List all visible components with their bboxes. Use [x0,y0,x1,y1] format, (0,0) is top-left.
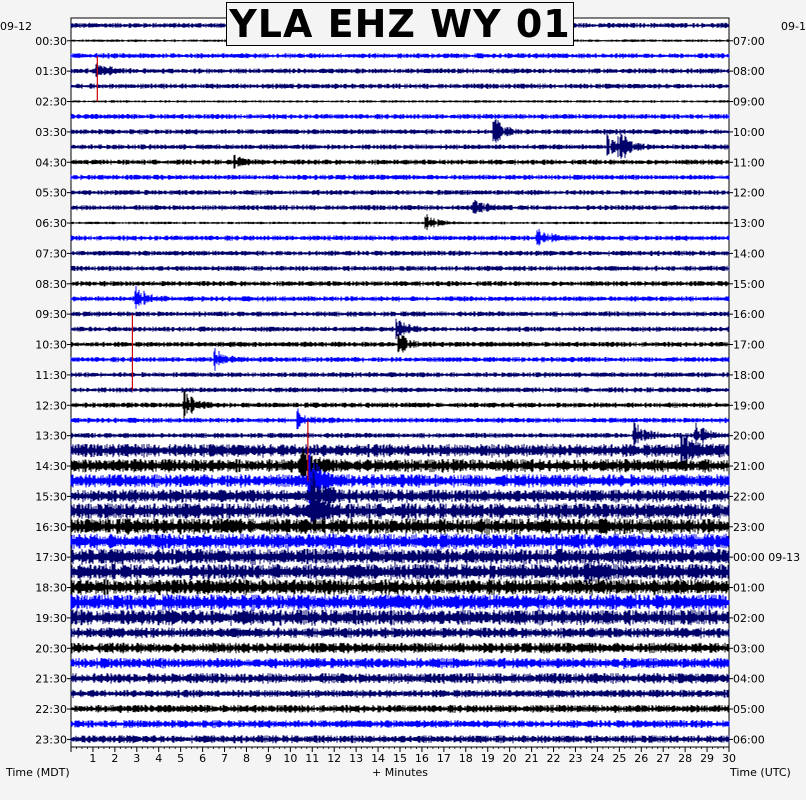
right-time-label: 00:00 09-13 [733,551,801,565]
x-tick-label: 15 [393,752,407,765]
left-time-label: 08:30 [35,277,67,291]
right-time-label: 01:00 [733,581,765,595]
right-time-label: 09:00 [733,95,765,109]
left-time-label: 20:30 [35,642,67,656]
x-tick-label: 21 [524,752,539,765]
x-tick-label: 12 [327,752,342,765]
x-tick-label: 9 [264,752,272,765]
right-time-label: 02:00 [733,611,765,625]
x-tick-label: 7 [221,752,229,765]
x-tick-label: 13 [349,752,364,765]
right-time-label: 05:00 [733,703,765,717]
right-time-label: 13:00 [733,217,765,231]
left-time-label: 03:30 [35,125,67,139]
left-time-label: 17:30 [35,551,67,565]
left-time-label: 14:30 [35,460,67,474]
station-title: YLA EHZ WY 01 [226,2,574,46]
right-axis-title: Time (UTC) [730,766,791,779]
left-time-label: 06:30 [35,217,67,231]
x-tick-label: 16 [414,752,429,765]
x-tick-label: 27 [656,752,671,765]
start-date-label: 09-12 [0,20,32,33]
left-time-label: 07:30 [35,247,67,261]
left-time-label: 22:30 [35,703,67,717]
right-time-label: 22:00 [733,490,765,504]
x-tick-label: 2 [111,752,119,765]
x-tick-label: 8 [242,752,250,765]
left-time-label: 02:30 [35,95,67,109]
x-tick-label: 11 [305,752,320,765]
right-time-label: 20:00 [733,429,765,443]
right-time-label: 15:00 [733,277,765,291]
left-time-label: 18:30 [35,581,67,595]
x-tick-label: 24 [590,752,605,765]
x-tick-label: 29 [700,752,715,765]
x-tick-label: 18 [458,752,473,765]
x-tick-label: 10 [283,752,298,765]
left-time-label: 09:30 [35,308,67,322]
x-tick-label: 19 [480,752,495,765]
right-time-label: 04:00 [733,672,765,686]
right-time-label: 10:00 [733,125,765,139]
x-axis-title: + Minutes [372,766,429,779]
x-tick-label: 5 [177,752,185,765]
x-tick-label: 14 [371,752,386,765]
right-time-label: 23:00 [733,520,765,534]
right-time-label: 11:00 [733,156,765,170]
x-tick-label: 1 [89,752,97,765]
right-time-label: 17:00 [733,338,765,352]
left-time-label: 23:30 [35,733,67,747]
left-time-label: 01:30 [35,65,67,79]
left-time-label: 10:30 [35,338,67,352]
x-tick-label: 20 [502,752,517,765]
right-time-label: 06:00 [733,733,765,747]
left-time-label: 19:30 [35,611,67,625]
left-time-label: 00:30 [35,34,67,48]
left-time-label: 12:30 [35,399,67,413]
right-time-label: 14:00 [733,247,765,261]
right-time-label: 07:00 [733,34,765,48]
utc-date-label: 09-1 [781,20,806,33]
left-time-label: 13:30 [35,429,67,443]
left-time-label: 21:30 [35,672,67,686]
x-tick-label: 6 [199,752,207,765]
x-tick-label: 30 [722,752,736,765]
x-tick-label: 28 [678,752,693,765]
right-time-label: 19:00 [733,399,765,413]
x-tick-label: 25 [612,752,627,765]
left-time-label: 11:30 [35,368,67,382]
x-tick-label: 4 [155,752,163,765]
x-tick-label: 23 [568,752,583,765]
left-time-label: 05:30 [35,186,67,200]
x-tick-label: 17 [436,752,451,765]
x-tick-label: 22 [546,752,561,765]
left-time-label: 15:30 [35,490,67,504]
right-time-label: 12:00 [733,186,765,200]
x-tick-label: 26 [634,752,649,765]
left-time-label: 04:30 [35,156,67,170]
left-axis-title: Time (MDT) [6,766,70,779]
left-time-label: 16:30 [35,520,67,534]
right-time-label: 18:00 [733,368,765,382]
right-time-label: 16:00 [733,308,765,322]
right-time-label: 21:00 [733,460,765,474]
right-time-label: 08:00 [733,65,765,79]
plot-frame [71,18,729,747]
right-time-label: 03:00 [733,642,765,656]
x-tick-label: 3 [133,752,141,765]
